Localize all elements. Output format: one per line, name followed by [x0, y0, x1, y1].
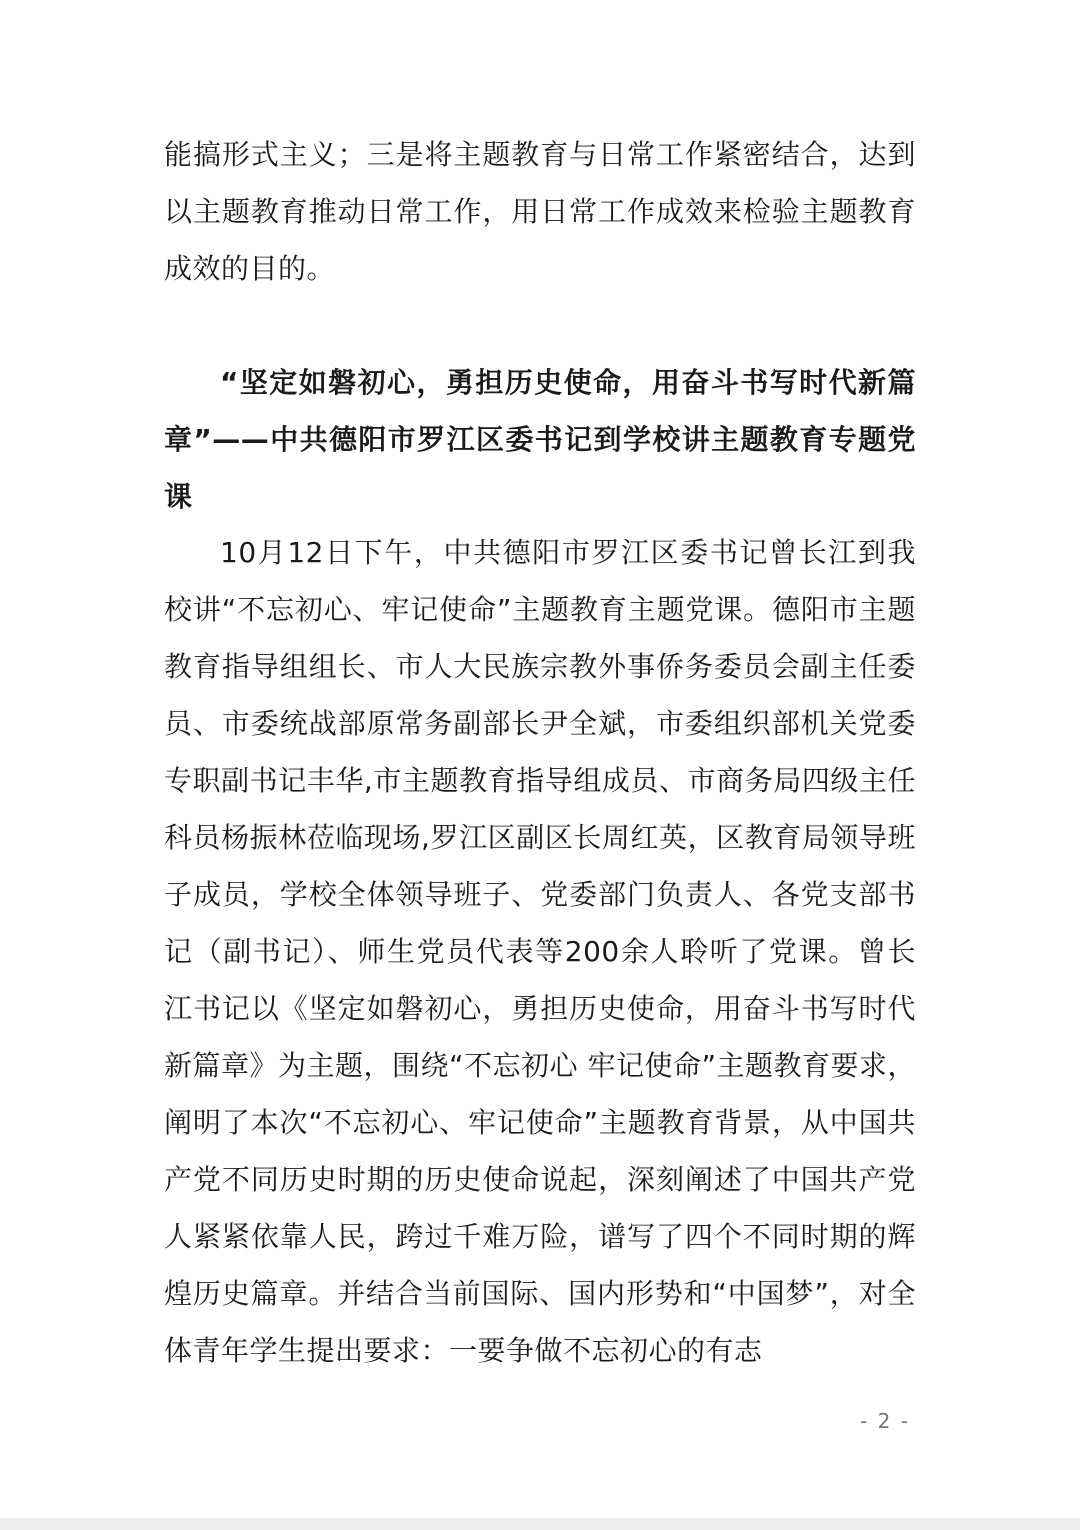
bottom-divider: [0, 1518, 1080, 1530]
page-number: - 2 -: [860, 1409, 910, 1433]
section-heading: “坚定如磐初心，勇担历史使命，用奋斗书写时代新篇章”——中共德阳市罗江区委书记到学校讲主题教育专题党课: [164, 366, 916, 513]
intro-paragraph: 能搞形式主义；三是将主题教育与日常工作紧密结合，达到以主题教育推动日常工作，用日常工作成效来检验主题教育成效的目的。: [164, 138, 916, 285]
body-paragraph: 10月12日下午，中共德阳市罗江区委书记曾长江到我校讲“不忘初心、牢记使命”主题教育主题党课。德阳市主题教育指导组组长、市人大民族宗教外事侨务委员会副主任委员、市委统战部原常务副部长尹全斌，市委组织部机关党委专职副书记丰华,市主题教育指导组成员、市商务局四级主任科员杨振林莅临现场,罗江区副区长周红英，区教育局领导班子成员，学校全体领导班子、党委部门负责人、各党支部书记（副书记）、师生党员代表等200余人聆听了党课。曾长江书记以《坚定如磐初心，勇担历史使命，用奋斗书写时代新篇章》为主题，围绕“不忘初心 牢记使命”主题教育要求，阐明了本次“不忘初心、牢记使命”主题教育背景，从中国共产党不同历史时期的历史使命说起，深刻阐述了中国共产党人紧紧依靠人民，跨过千难万险，谱写了四个不同时期的辉煌历史篇章。并结合当前国际、国内形势和“中国梦”，对全体青年学生提出要求：一要争做不忘初心的有志: [164, 536, 916, 1367]
